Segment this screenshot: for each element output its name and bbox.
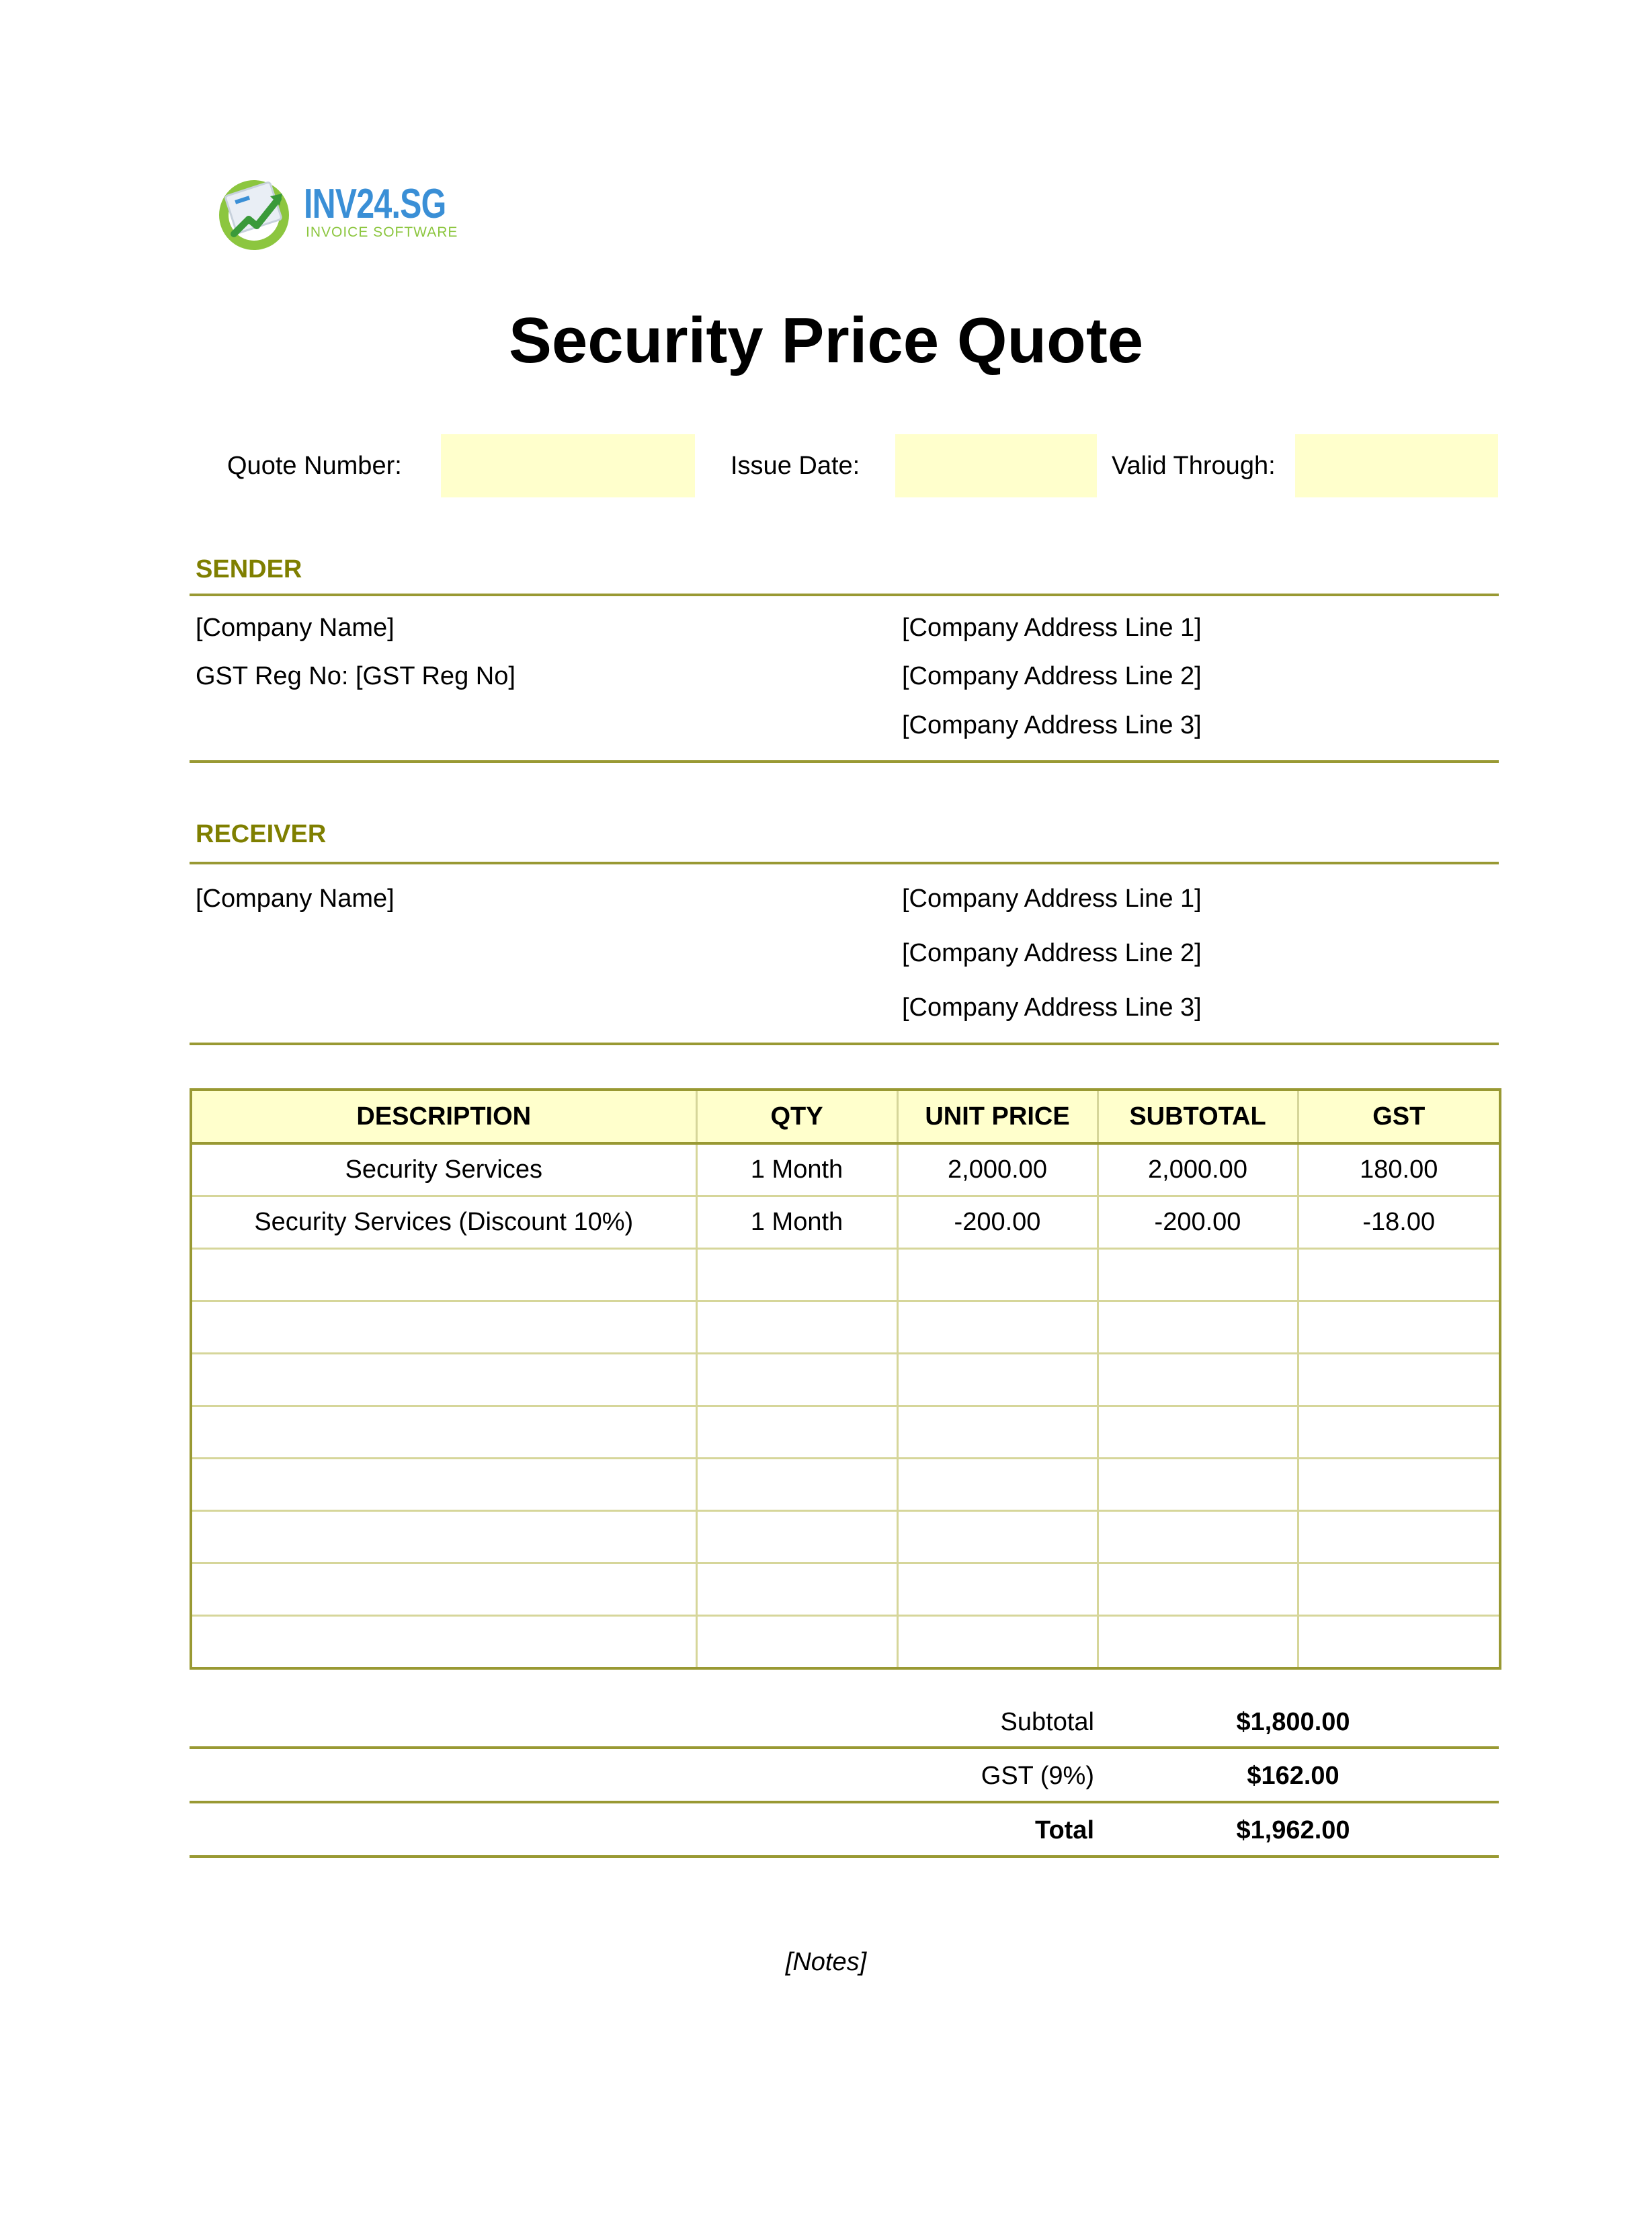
cell-subtotal[interactable] bbox=[1098, 1249, 1298, 1301]
receiver-bottom-rule bbox=[190, 1043, 1499, 1045]
cell-subtotal[interactable] bbox=[1098, 1511, 1298, 1563]
total-label: Total bbox=[1035, 1816, 1094, 1844]
receiver-address-line-3[interactable]: [Company Address Line 3] bbox=[902, 993, 1202, 1022]
receiver-top-rule bbox=[190, 862, 1499, 864]
cell-description[interactable] bbox=[191, 1511, 696, 1563]
cell-subtotal[interactable] bbox=[1098, 1406, 1298, 1459]
receiver-address-line-1[interactable]: [Company Address Line 1] bbox=[902, 885, 1202, 913]
cell-description[interactable] bbox=[191, 1406, 696, 1459]
table-row bbox=[191, 1301, 1500, 1354]
table-row bbox=[191, 1616, 1500, 1669]
cell-subtotal[interactable]: 2,000.00 bbox=[1098, 1143, 1298, 1196]
cell-qty[interactable] bbox=[696, 1354, 897, 1406]
header-subtotal: SUBTOTAL bbox=[1098, 1090, 1298, 1143]
sender-address-line-3[interactable]: [Company Address Line 3] bbox=[902, 711, 1202, 739]
gst-value: $162.00 bbox=[1247, 1762, 1339, 1790]
cell-gst[interactable] bbox=[1298, 1301, 1500, 1354]
cell-unit-price[interactable]: 2,000.00 bbox=[897, 1143, 1098, 1196]
header-description: DESCRIPTION bbox=[191, 1090, 696, 1143]
receiver-address-line-2[interactable]: [Company Address Line 2] bbox=[902, 939, 1202, 967]
cell-subtotal[interactable] bbox=[1098, 1459, 1298, 1511]
sender-heading: SENDER bbox=[196, 555, 302, 583]
logo-wordmark: INV24.SG bbox=[304, 181, 446, 227]
cell-gst[interactable] bbox=[1298, 1354, 1500, 1406]
cell-qty[interactable] bbox=[696, 1563, 897, 1616]
sender-address-line-2[interactable]: [Company Address Line 2] bbox=[902, 662, 1202, 690]
issue-date-label: Issue Date: bbox=[731, 452, 860, 480]
cell-qty[interactable]: 1 Month bbox=[696, 1196, 897, 1249]
cell-description[interactable] bbox=[191, 1616, 696, 1669]
sender-gst-reg[interactable]: GST Reg No: [GST Reg No] bbox=[196, 662, 515, 690]
cell-unit-price[interactable] bbox=[897, 1616, 1098, 1669]
cell-qty[interactable] bbox=[696, 1511, 897, 1563]
cell-description[interactable]: Security Services bbox=[191, 1143, 696, 1196]
sender-top-rule bbox=[190, 594, 1499, 596]
items-table bbox=[190, 1088, 1501, 1670]
receiver-company-name[interactable]: [Company Name] bbox=[196, 885, 395, 913]
gst-label: GST (9%) bbox=[981, 1762, 1094, 1790]
subtotal-rule bbox=[190, 1746, 1499, 1749]
table-header-row bbox=[191, 1090, 1500, 1143]
cell-qty[interactable] bbox=[696, 1616, 897, 1669]
page-title: Security Price Quote bbox=[508, 304, 1144, 376]
cell-gst[interactable] bbox=[1298, 1249, 1500, 1301]
cell-subtotal[interactable]: -200.00 bbox=[1098, 1196, 1298, 1249]
total-rule bbox=[190, 1855, 1499, 1858]
cell-description[interactable] bbox=[191, 1354, 696, 1406]
cell-description[interactable]: Security Services (Discount 10%) bbox=[191, 1196, 696, 1249]
issue-date-field[interactable] bbox=[895, 434, 1097, 497]
cell-qty[interactable] bbox=[696, 1406, 897, 1459]
logo-tagline: INVOICE SOFTWARE bbox=[306, 225, 458, 240]
table-row bbox=[191, 1196, 1500, 1249]
cell-gst[interactable] bbox=[1298, 1616, 1500, 1669]
sender-address-line-1[interactable]: [Company Address Line 1] bbox=[902, 614, 1202, 642]
cell-gst[interactable] bbox=[1298, 1406, 1500, 1459]
table-row bbox=[191, 1249, 1500, 1301]
cell-unit-price[interactable]: -200.00 bbox=[897, 1196, 1098, 1249]
cell-unit-price[interactable] bbox=[897, 1406, 1098, 1459]
notes[interactable]: [Notes] bbox=[785, 1948, 867, 1976]
table-row bbox=[191, 1354, 1500, 1406]
table-row bbox=[191, 1511, 1500, 1563]
sender-company-name[interactable]: [Company Name] bbox=[196, 614, 395, 642]
cell-unit-price[interactable] bbox=[897, 1459, 1098, 1511]
cell-subtotal[interactable] bbox=[1098, 1563, 1298, 1616]
quote-number-field[interactable] bbox=[441, 434, 695, 497]
cell-unit-price[interactable] bbox=[897, 1301, 1098, 1354]
header-qty: QTY bbox=[696, 1090, 897, 1143]
cell-gst[interactable]: 180.00 bbox=[1298, 1143, 1500, 1196]
receiver-heading: RECEIVER bbox=[196, 820, 327, 848]
header-unit-price: UNIT PRICE bbox=[897, 1090, 1098, 1143]
cell-unit-price[interactable] bbox=[897, 1354, 1098, 1406]
total-value: $1,962.00 bbox=[1236, 1816, 1350, 1844]
cell-description[interactable] bbox=[191, 1459, 696, 1511]
logo-icon bbox=[214, 172, 301, 253]
cell-qty[interactable]: 1 Month bbox=[696, 1143, 897, 1196]
table-row bbox=[191, 1563, 1500, 1616]
table-row bbox=[191, 1143, 1500, 1196]
cell-description[interactable] bbox=[191, 1301, 696, 1354]
subtotal-label: Subtotal bbox=[1000, 1708, 1094, 1736]
table-row bbox=[191, 1459, 1500, 1511]
cell-qty[interactable] bbox=[696, 1249, 897, 1301]
cell-description[interactable] bbox=[191, 1249, 696, 1301]
sender-bottom-rule bbox=[190, 760, 1499, 763]
table-row bbox=[191, 1406, 1500, 1459]
header-gst: GST bbox=[1298, 1090, 1500, 1143]
cell-gst[interactable] bbox=[1298, 1459, 1500, 1511]
gst-rule bbox=[190, 1801, 1499, 1803]
cell-qty[interactable] bbox=[696, 1459, 897, 1511]
cell-description[interactable] bbox=[191, 1563, 696, 1616]
cell-gst[interactable] bbox=[1298, 1563, 1500, 1616]
subtotal-value: $1,800.00 bbox=[1236, 1708, 1350, 1736]
cell-gst[interactable]: -18.00 bbox=[1298, 1196, 1500, 1249]
cell-qty[interactable] bbox=[696, 1301, 897, 1354]
cell-subtotal[interactable] bbox=[1098, 1301, 1298, 1354]
cell-unit-price[interactable] bbox=[897, 1249, 1098, 1301]
cell-subtotal[interactable] bbox=[1098, 1616, 1298, 1669]
cell-gst[interactable] bbox=[1298, 1511, 1500, 1563]
cell-subtotal[interactable] bbox=[1098, 1354, 1298, 1406]
cell-unit-price[interactable] bbox=[897, 1511, 1098, 1563]
valid-through-field[interactable] bbox=[1295, 434, 1498, 497]
quote-number-label: Quote Number: bbox=[227, 452, 402, 480]
valid-through-label: Valid Through: bbox=[1112, 452, 1276, 480]
cell-unit-price[interactable] bbox=[897, 1563, 1098, 1616]
